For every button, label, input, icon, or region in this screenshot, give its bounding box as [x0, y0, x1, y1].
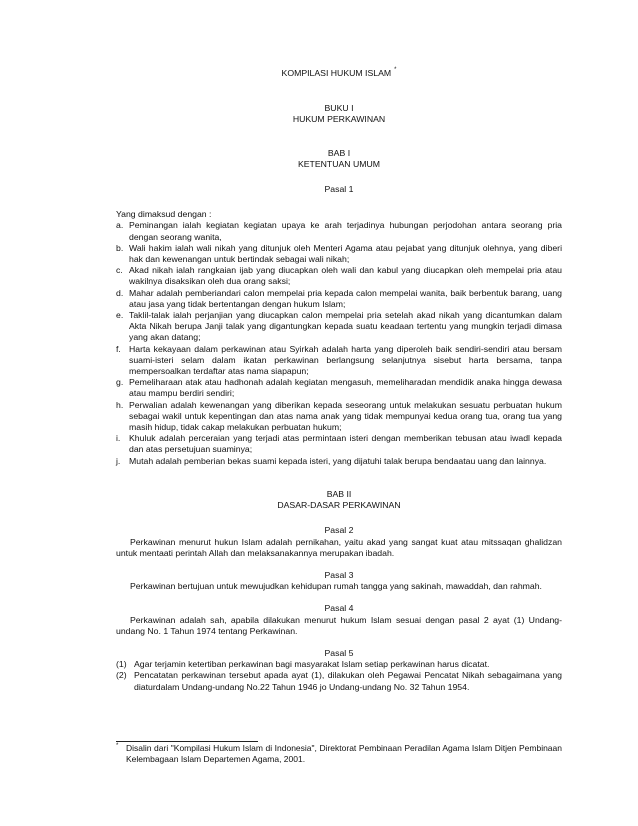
list-marker: g. — [116, 377, 124, 388]
footnote-divider — [116, 741, 258, 742]
book-name: HUKUM PERKAWINAN — [292, 114, 386, 125]
chapter1-name: KETENTUAN UMUM — [297, 158, 381, 169]
list-item — [116, 344, 562, 378]
pasal3-heading: Pasal 3 — [324, 569, 354, 580]
list-marker: (1) — [116, 659, 127, 670]
list-marker: j. — [116, 455, 121, 466]
list-item-text: Akad nikah ialah rangkaian ijab yang diucapkan oleh wali dan kabul yang diucapkan oleh mempelai pria atau wakilnya disaksikan oleh dua orang saksi; — [129, 265, 562, 287]
list-marker: e. — [116, 310, 124, 321]
list-item-text: Pemeliharaan atak atau hadhonah adalah kegiatan mengasuh, memeliharadan mendidik anaka hingga dewasa atau mampu berdiri sendiri; — [129, 377, 562, 399]
list-item-text: Mahar adalah pemberiandari calon mempelai pria kepada calon mempelai wanita, baik berbentuk barang, uang atau jasa yang tidak bertentangan dengan hukum Islam; — [129, 287, 562, 309]
list-marker: a. — [116, 220, 124, 231]
pasal5-heading: Pasal 5 — [324, 647, 354, 658]
list-item-text: Wali hakim ialah wali nikah yang ditunjuk oleh Menteri Agama atau pejabat yang ditunjuk olehnya, yang diberi hak dan kewenangan untuk bertindak sebagai wali nikah; — [129, 242, 562, 265]
footnote-mark: * — [116, 743, 119, 749]
document-title-text: KOMPILASI HUKUM ISLAM — [281, 68, 392, 78]
list-item — [116, 377, 562, 399]
list-item — [116, 310, 562, 344]
list-item — [116, 265, 562, 287]
chapter2-label: BAB II — [326, 488, 352, 499]
document-title — [116, 68, 562, 81]
list-item-text: Perwalian adalah kewenangan yang diberikan kepada seseorang untuk melakukan sesuatu perbuatan hukum sebagai wakil untuk kepentingan dan atas nama anak yang tidak mempunyai kedua orang tua, orang tua yang masih hidup, tidak cakap melakukan perbuatan hukum; — [129, 399, 562, 433]
chapter2-name: DASAR-DASAR PERKAWINAN — [277, 500, 401, 511]
list-item — [116, 243, 562, 265]
pasal1-intro: Yang dimaksud dengan : — [116, 209, 212, 220]
list-marker: b. — [116, 242, 124, 253]
list-marker: f. — [116, 343, 121, 354]
list-item — [116, 456, 562, 467]
list-item-text: Harta kekayaan dalam perkawinan atau Syirkah adalah harta yang diperoleh baik sendiri-sendiri atau bersam suami-isteri selam dalam ikatan perkawinan berlangsung selanjutnya sisebut harta bersama, tanpa mempersoalkan terdaftar atas nama siapapun; — [129, 343, 562, 377]
book-label: BUKU I — [324, 103, 354, 114]
list-marker: i. — [116, 433, 121, 444]
pasal1-definition-list — [116, 220, 562, 466]
list-item — [116, 400, 562, 434]
list-item-text: Pencatatan perkawinan tersebut apada ayat (1), dilakukan oleh Pegawai Pencatat Nikah sebagaimana yang diaturdalam Undang-undang No.22 Tahun 1946 jo Undang-undang No. 32 Tahun 1954. — [134, 670, 562, 692]
list-marker: h. — [116, 399, 124, 410]
chapter1-label: BAB I — [327, 147, 351, 158]
list-item-text: Taklil-talak ialah perjanjian yang diucapkan calon mempelai pria setelah akad nikah yang dicantumkan dalam Akta Nikah berupa Janji talak yang digantungkan kepada suatu keadaan tertentu yang mungkin terjadi dimasa yang akan datang; — [129, 310, 562, 343]
list-item — [116, 220, 562, 242]
footnote — [116, 743, 562, 765]
list-item — [116, 288, 562, 310]
list-item-text: Khuluk adalah perceraian yang terjadi atas permintaan isteri dengan memberikan tebusan atau iwadl kepada dan atas persetujuan suaminya; — [129, 433, 562, 455]
list-item-text: Agar terjamin ketertiban perkawinan bagi masyarakat Islam setiap perkawinan harus dicatat. — [134, 659, 490, 670]
pasal1-heading: Pasal 1 — [324, 184, 354, 195]
list-item-text: Mutah adalah pemberian bekas suami kepada isteri, yang dijatuhi talak berupa bendaatau uang dan lainnya. — [129, 455, 547, 466]
pasal5-list — [116, 659, 562, 693]
title-footnote-mark: * — [394, 67, 397, 73]
pasal3-text: Perkawinan bertujuan untuk mewujudkan kehidupan rumah tangga yang sakinah, mawaddah, dan rahmah. — [130, 581, 542, 592]
footnote-text: Disalin dari "Kompilasi Hukum Islam di Indonesia", Direktorat Pembinaan Peradilan Agama Islam Ditjen Pembinaan Kelembagaan Islam Departemen Agama, 2001. — [126, 743, 562, 765]
pasal4-text: Perkawinan adalah sah, apabila dilakukan menurut hukum Islam sesuai dengan pasal 2 ayat (1) Undang-undang No. 1 Tahun 1974 tentang Perkawinan. — [116, 614, 562, 636]
list-item — [116, 433, 562, 455]
pasal2-text: Perkawinan menurut hukun Islam adalah pernikahan, yaitu akad yang sangat kuat atau mitssaqan ghalidzan untuk mentaati perintah Allah dan melaksanakannya merupakan ibadah. — [116, 536, 562, 558]
list-marker: d. — [116, 287, 124, 298]
pasal2-heading: Pasal 2 — [324, 525, 354, 536]
list-item — [116, 659, 562, 670]
list-marker: c. — [116, 265, 123, 276]
list-item — [116, 670, 562, 692]
list-marker: (2) — [116, 670, 127, 681]
pasal4-heading: Pasal 4 — [324, 603, 354, 614]
list-item-text: Peminangan ialah kegiatan kegiatan upaya ke arah terjadinya hubungan perjodohan antara seorang pria dengan seorang wanita, — [129, 220, 562, 242]
